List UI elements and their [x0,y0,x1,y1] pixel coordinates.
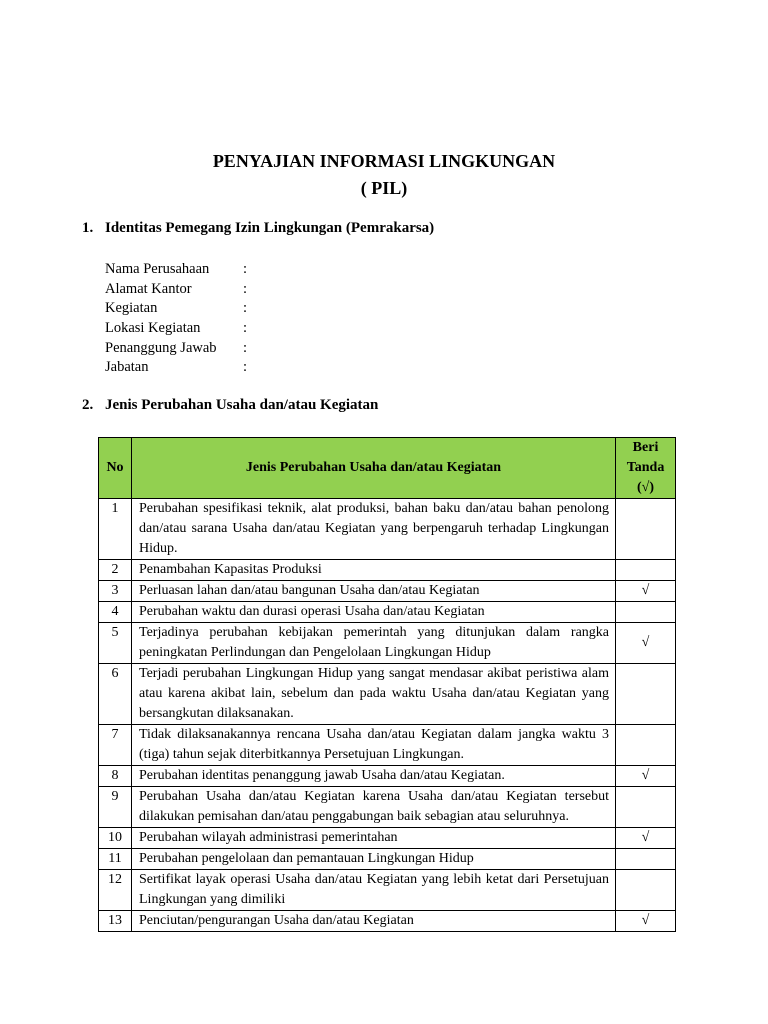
field-jabatan [105,358,247,378]
row-number: 11 [99,849,132,870]
table-row [99,581,676,602]
table-row [99,849,676,870]
field-label: Nama Perusahaan [105,261,210,277]
table-row [99,725,676,766]
field-label: Lokasi Kegiatan [105,320,201,337]
table-header-row [99,438,676,499]
row-checkmark [616,664,676,725]
header-tanda-line-3: (√) [636,480,654,495]
field-nama-perusahaan [105,260,247,280]
header-no: No [99,438,132,499]
row-checkmark [616,787,676,828]
row-checkmark: √ [616,581,676,602]
row-checkmark [616,849,676,870]
field-separator: : [243,339,248,356]
row-description: Perubahan identitas penanggung jawab Usaha dan/atau Kegiatan. [132,766,616,787]
section-title: Jenis Perubahan Usaha dan/atau Kegiatan [105,397,379,413]
identity-fields [105,260,247,378]
row-description: Penambahan Kapasitas Produksi [132,560,616,581]
row-description: Perubahan waktu dan durasi operasi Usaha dan/atau Kegiatan [132,602,616,623]
table-row [99,664,676,725]
document-subtitle: ( PIL) [360,178,408,198]
changes-table [98,437,676,932]
row-description: Perluasan lahan dan/atau bangunan Usaha dan/atau Kegiatan [132,581,616,602]
table-row [99,499,676,560]
field-label: Jabatan [105,359,149,376]
row-number: 5 [99,623,132,664]
field-separator: : [243,359,248,376]
row-description: Terjadinya perubahan kebijakan pemerintah yang ditunjukan dalam rangka peningkatan Perlindungan dan Pengelolaan Lingkungan Hidup [132,623,616,664]
table-row [99,828,676,849]
table-row [99,911,676,932]
header-tanda [616,438,676,499]
row-checkmark: √ [616,766,676,787]
header-jenis: Jenis Perubahan Usaha dan/atau Kegiatan [132,438,616,499]
row-description: Perubahan spesifikasi teknik, alat produksi, bahan baku dan/atau bahan penolong dan/atau sarana Usaha dan/atau Kegiatan yang berpengaruh terhadap Lingkungan Hidup. [132,499,616,560]
row-number: 2 [99,560,132,581]
table-row [99,870,676,911]
row-number: 9 [99,787,132,828]
row-checkmark: √ [616,911,676,932]
field-penanggung-jawab [105,339,247,359]
table-row [99,602,676,623]
field-label: Kegiatan [105,300,158,317]
row-description: Terjadi perubahan Lingkungan Hidup yang sangat mendasar akibat peristiwa alam atau karena akibat lain, sebelum dan pada waktu Usaha dan/atau Kegiatan yang bersangkutan dilaksanakan. [132,664,616,725]
section-1-heading [82,220,434,237]
row-description: Sertifikat layak operasi Usaha dan/atau Kegiatan yang lebih ketat dari Persetujuan Lingkungan yang dimiliki [132,870,616,911]
field-label: Alamat Kantor [105,280,192,297]
row-description: Penciutan/pengurangan Usaha dan/atau Kegiatan [132,911,616,932]
row-checkmark: √ [616,623,676,664]
row-number: 4 [99,602,132,623]
row-description: Perubahan Usaha dan/atau Kegiatan karena Usaha dan/atau Kegiatan tersebut dilakukan pemisahan dan/atau penggabungan baik sebagian atau seluruhnya. [132,787,616,828]
row-checkmark [616,725,676,766]
table-row [99,560,676,581]
section-title: Identitas Pemegang Izin Lingkungan (Pemrakarsa) [105,220,435,236]
field-alamat-kantor [105,280,247,300]
section-number: 2. [82,397,94,413]
row-number: 1 [99,499,132,560]
row-checkmark [616,499,676,560]
row-number: 3 [99,581,132,602]
row-checkmark: √ [616,828,676,849]
row-number: 12 [99,870,132,911]
row-description: Tidak dilaksanakannya rencana Usaha dan/atau Kegiatan dalam jangka waktu 3 (tiga) tahun sejak diterbitkannya Persetujuan Lingkungan. [132,725,616,766]
section-number: 1. [82,220,94,236]
row-number: 8 [99,766,132,787]
row-number: 13 [99,911,132,932]
field-label: Penanggung Jawab [105,339,217,356]
header-tanda-line-2: Tanda [626,460,665,475]
field-separator: : [243,280,248,297]
row-checkmark [616,560,676,581]
field-lokasi-kegiatan [105,319,247,339]
row-number: 7 [99,725,132,766]
row-description: Perubahan wilayah administrasi pemerintahan [132,828,616,849]
field-separator: : [243,261,248,277]
row-description: Perubahan pengelolaan dan pemantauan Lingkungan Hidup [132,849,616,870]
table-row [99,623,676,664]
header-tanda-line-1: Beri [632,440,659,455]
row-checkmark [616,870,676,911]
section-2-heading [82,397,378,414]
row-number: 10 [99,828,132,849]
field-separator: : [243,300,248,317]
document-title: PENYAJIAN INFORMASI LINGKUNGAN [212,151,556,171]
row-number: 6 [99,664,132,725]
row-checkmark [616,602,676,623]
field-separator: : [243,320,248,337]
field-kegiatan [105,299,247,319]
table-row [99,787,676,828]
table-row [99,766,676,787]
